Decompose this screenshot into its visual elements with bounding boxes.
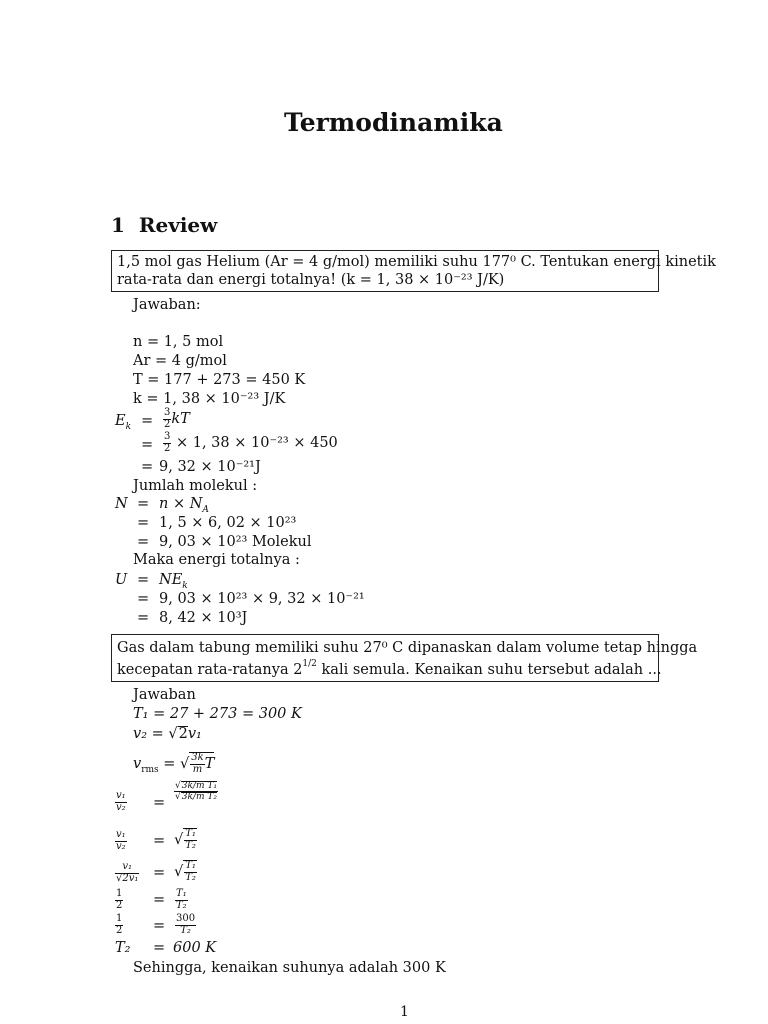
t2-result: 600 K xyxy=(173,940,217,956)
ratio-rhs-4: $\frac{\text{T₁}}{\text{T₂}}$ xyxy=(176,888,187,911)
problem-2-line-2: kecepatan rata-ratanya $2^{1/2}$ kali semula. Kenaikan suhu tersebut adalah ... xyxy=(117,659,662,678)
n-step-2: 1, 5 × 6, 02 × 10²³ xyxy=(159,515,297,531)
t1-line: T₁ = 27 + 273 = 300 K xyxy=(133,706,302,722)
ratio-lhs-2: $\frac{\text{v₁}}{\text{v₂}}$ xyxy=(116,829,126,852)
u-step-2: 9, 03 × 10²³ × 9, 32 × 10⁻²¹ xyxy=(159,591,365,607)
ratio-eq-1: = xyxy=(153,795,166,811)
n-step-1: $n \times N_A$ xyxy=(159,496,209,515)
ek-step-1: $\frac{3}{2}$ kT xyxy=(164,407,190,430)
v2-line: v₂ = √2v₁ xyxy=(133,726,202,742)
vrms-line: $v_{rms}$ = √ $\frac{3k}{m}$ T xyxy=(133,752,215,775)
u-eq-3: = xyxy=(137,610,150,626)
u-eq-1: = xyxy=(137,572,150,588)
section-title: Review xyxy=(138,213,218,237)
answer-label-2: Jawaban xyxy=(133,687,196,703)
ratio-rhs-3: √ $\frac{\text{T₁}}{\text{T₂}}$ xyxy=(174,860,196,883)
ratio-eq-5: = xyxy=(153,918,166,934)
problem-1-box xyxy=(111,250,716,292)
ek-step-3: 9, 32 × 10⁻²¹J xyxy=(159,459,261,475)
n-eq-1: = xyxy=(137,496,150,512)
u-eq-2: = xyxy=(137,591,150,607)
ratio-lhs-4: $\frac{1}{2}$ xyxy=(116,888,123,911)
given-n: n = 1, 5 mol xyxy=(133,334,224,350)
given-k: k = 1, 38 × 10⁻²³ J/K xyxy=(133,391,286,407)
n-step-3: 9, 03 × 10²³ Molekul xyxy=(159,534,312,550)
answer-label-1: Jawaban: xyxy=(133,297,201,313)
given-ar: Ar = 4 g/mol xyxy=(133,353,227,369)
ratio-lhs-1: $\frac{\text{v₁}}{\text{v₂}}$ xyxy=(116,790,126,813)
t2-eq: = xyxy=(153,940,166,956)
section-heading xyxy=(111,215,217,235)
ratio-eq-2: = xyxy=(153,833,166,849)
problem-1-line-2: rata-rata dan energi totalnya! (k = 1, 38 × 10⁻²³ J/K) xyxy=(117,272,505,288)
problem-2-line-1: Gas dalam tabung memiliki suhu 27⁰ C dipanaskan dalam volume tetap hingga xyxy=(117,640,698,656)
molecule-label: Jumlah molekul : xyxy=(133,478,258,494)
u-lhs: U xyxy=(115,572,128,588)
ratio-rhs-1: $\frac{\text{√3k/m T₁}}{\text{√3k/m T₂}}$ xyxy=(175,781,218,803)
section-number: 1 xyxy=(111,213,125,237)
ratio-eq-4: = xyxy=(153,892,166,908)
u-step-3: 8, 42 × 10³J xyxy=(159,610,248,626)
ratio-rhs-2: √ $\frac{\text{T₁}}{\text{T₂}}$ xyxy=(174,828,196,851)
ek-eq-2: = xyxy=(141,437,154,453)
ek-eq-3: = xyxy=(141,459,154,475)
ratio-rhs-5: $\frac{300}{\text{T₂}}$ xyxy=(176,913,196,936)
ratio-eq-3: = xyxy=(153,865,166,881)
problem-1-line-1: 1,5 mol gas Helium (Ar = 4 g/mol) memiliki suhu 177⁰ C. Tentukan energi kinetik xyxy=(117,254,716,270)
t2-lhs: T₂ xyxy=(115,940,131,956)
energy-label: Maka energi totalnya : xyxy=(133,552,300,568)
ek-eq-1: = xyxy=(141,413,154,429)
n-eq-3: = xyxy=(137,534,150,550)
ratio-lhs-5: $\frac{1}{2}$ xyxy=(116,913,123,936)
page-title: Termodinamika xyxy=(284,108,503,137)
ek-step-2: $\frac{3}{2}$ × 1, 38 × 10⁻²³ × 450 xyxy=(164,431,338,454)
given-t: T = 177 + 273 = 450 K xyxy=(133,372,306,388)
problem-2-box xyxy=(111,634,698,682)
page-number: 1 xyxy=(400,1004,409,1020)
n-lhs: N xyxy=(115,496,128,512)
conclusion: Sehingga, kenaikan suhunya adalah 300 K xyxy=(133,960,446,976)
ratio-lhs-3: $\frac{\text{v₁}}{\text{√2v₁}}$ xyxy=(116,861,139,884)
n-eq-2: = xyxy=(137,515,150,531)
ek-lhs: $E_k$ xyxy=(115,413,132,432)
u-step-1: $NE_k$ xyxy=(159,572,188,591)
